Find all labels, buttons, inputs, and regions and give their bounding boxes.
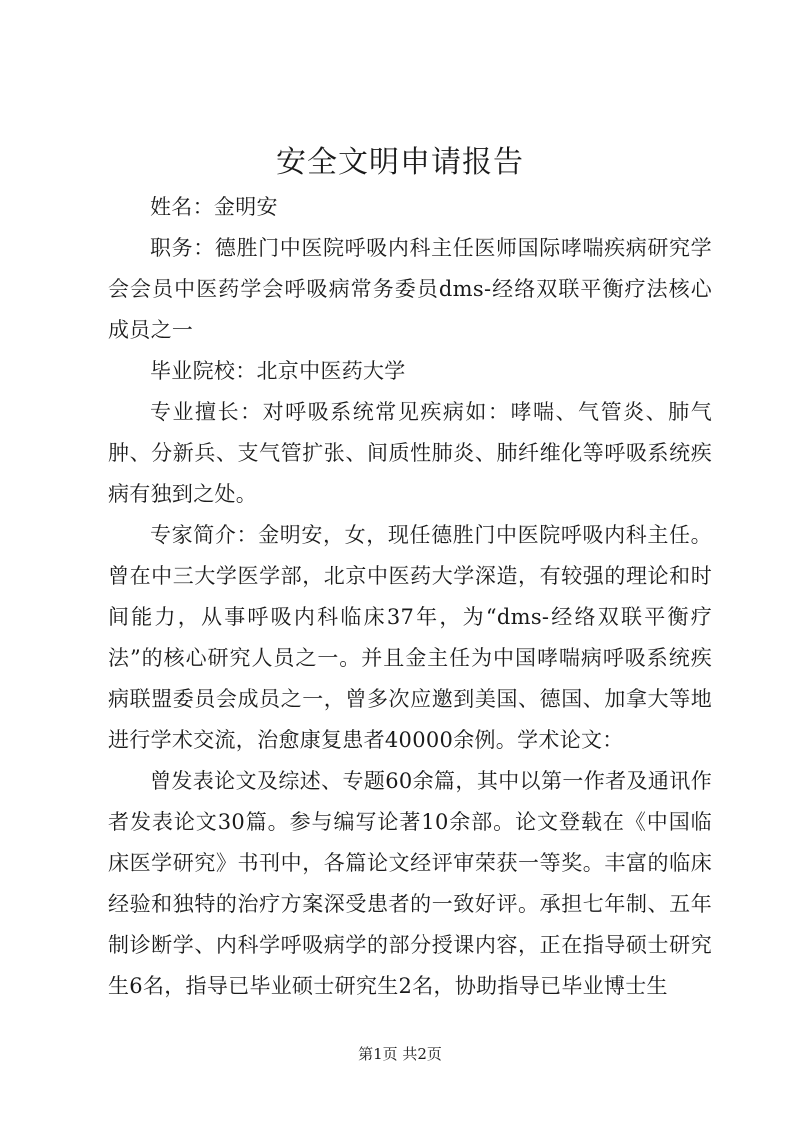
paragraph-name: 姓名：金明安	[150, 195, 278, 219]
paragraph-publications: 曾发表论文及综述、专题60余篇，其中以第一作者及通讯作者发表论文30篇。参与编写论著10余部。论文登载在《中国临床医学研究》书刊中，各篇论文经评审荣获一等奖。丰富的临床经验和独特的治疗方案深受患者的一致好评。承担七年制、五年制诊断学、内科学呼吸病学的部分授课内容，正在指导硕士研究生6名，指导已毕业硕士研究生2名，协助指导已毕业博士生	[108, 769, 712, 998]
document-body	[108, 187, 712, 1007]
paragraph-school: 毕业院校：北京中医药大学	[150, 359, 406, 383]
page-number-footer: 第1页 共2页	[358, 1045, 442, 1063]
paragraph-profile: 专家简介：金明安，女，现任德胜门中医院呼吸内科主任。曾在中三大学医学部，北京中医药大学深造，有较强的理论和时间能力，从事呼吸内科临床37年，为“dms-经络双联平衡疗法”的核心研究人员之一。并且金主任为中国哮喘病呼吸系统疾病联盟委员会成员之一，曾多次应邀到美国、德国、加拿大等地进行学术交流，治愈康复患者40000余例。学术论文：	[108, 523, 712, 752]
document-title: 安全文明申请报告	[276, 145, 524, 180]
paragraph-specialty: 专业擅长：对呼吸系统常见疾病如：哮喘、气管炎、肺气肿、分新兵、支气管扩张、间质性肺炎、肺纤维化等呼吸系统疾病有独到之处。	[108, 400, 712, 506]
paragraph-position: 职务：德胜门中医院呼吸内科主任医师国际哮喘疾病研究学会会员中医药学会呼吸病常务委员dms-经络双联平衡疗法核心成员之一	[108, 236, 712, 342]
